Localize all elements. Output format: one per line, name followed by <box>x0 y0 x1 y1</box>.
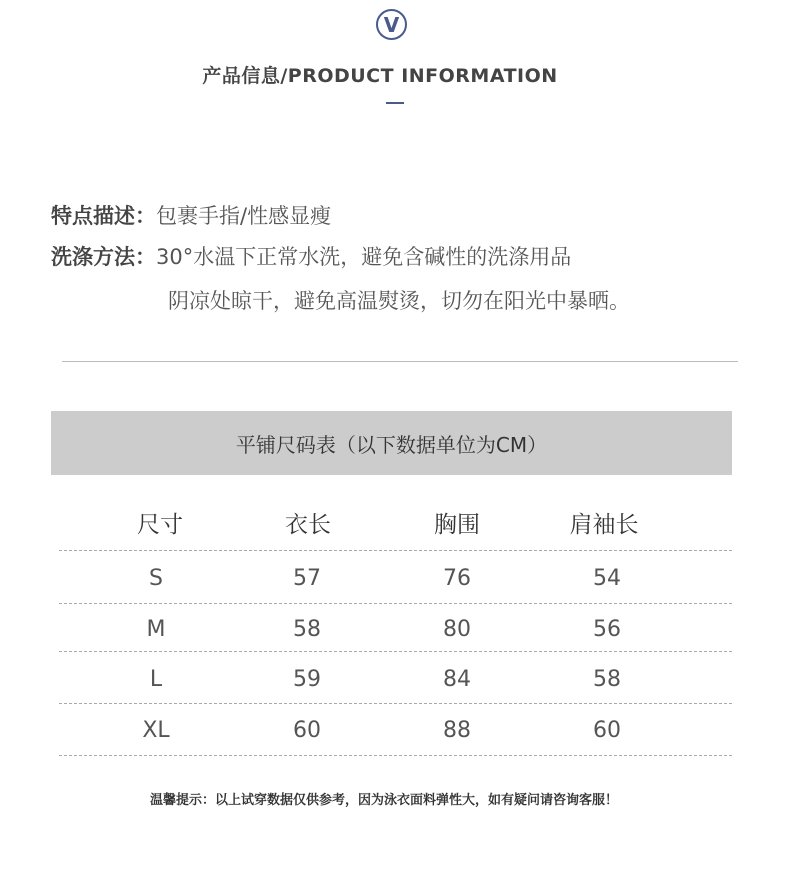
row-divider <box>59 550 732 551</box>
col-header-bust: 胸围 <box>434 512 480 538</box>
table-cell: 59 <box>293 667 321 692</box>
col-header-size: 尺寸 <box>137 512 183 538</box>
table-cell: M <box>146 617 166 642</box>
feature-line <box>51 200 331 230</box>
col-header-length: 衣长 <box>285 512 331 538</box>
table-cell: 57 <box>293 566 321 591</box>
wash-value-1: 30°水温下正常水洗，避免含碱性的洗涤用品 <box>156 245 572 269</box>
reminder-note: 温馨提示：以上试穿数据仅供参考，因为泳衣面料弹性大，如有疑问请咨询客服！ <box>149 793 618 808</box>
section-title: 产品信息/PRODUCT INFORMATION <box>202 65 558 87</box>
title-underline <box>386 102 404 104</box>
table-cell: L <box>149 667 163 692</box>
table-cell: 56 <box>593 617 621 642</box>
wash-value-2: 阴凉处晾干，避免高温熨烫，切勿在阳光中暴晒。 <box>168 289 630 313</box>
table-cell: 54 <box>593 566 621 591</box>
wash-line-2 <box>168 285 630 315</box>
table-cell: 76 <box>443 566 471 591</box>
wash-label: 洗涤方法： <box>51 245 156 269</box>
table-cell: 80 <box>443 617 471 642</box>
row-divider <box>59 755 732 756</box>
table-cell: XL <box>142 718 170 743</box>
size-table-title: 平铺尺码表（以下数据单位为CM） <box>51 411 732 475</box>
col-header-sleeve: 肩袖长 <box>569 512 639 538</box>
table-cell: 60 <box>593 718 621 743</box>
feature-value: 包裹手指/性感显瘦 <box>156 204 332 228</box>
table-cell: 58 <box>593 667 621 692</box>
feature-label: 特点描述： <box>51 204 156 228</box>
table-cell: 88 <box>443 718 471 743</box>
table-cell: 84 <box>443 667 471 692</box>
table-cell: 60 <box>293 718 321 743</box>
v-badge-icon: V <box>376 9 407 40</box>
section-divider <box>62 361 738 362</box>
table-cell: 58 <box>293 617 321 642</box>
table-cell: S <box>149 566 163 591</box>
wash-line <box>51 241 571 271</box>
row-divider <box>59 603 732 604</box>
row-divider <box>59 703 732 704</box>
row-divider <box>59 651 732 652</box>
